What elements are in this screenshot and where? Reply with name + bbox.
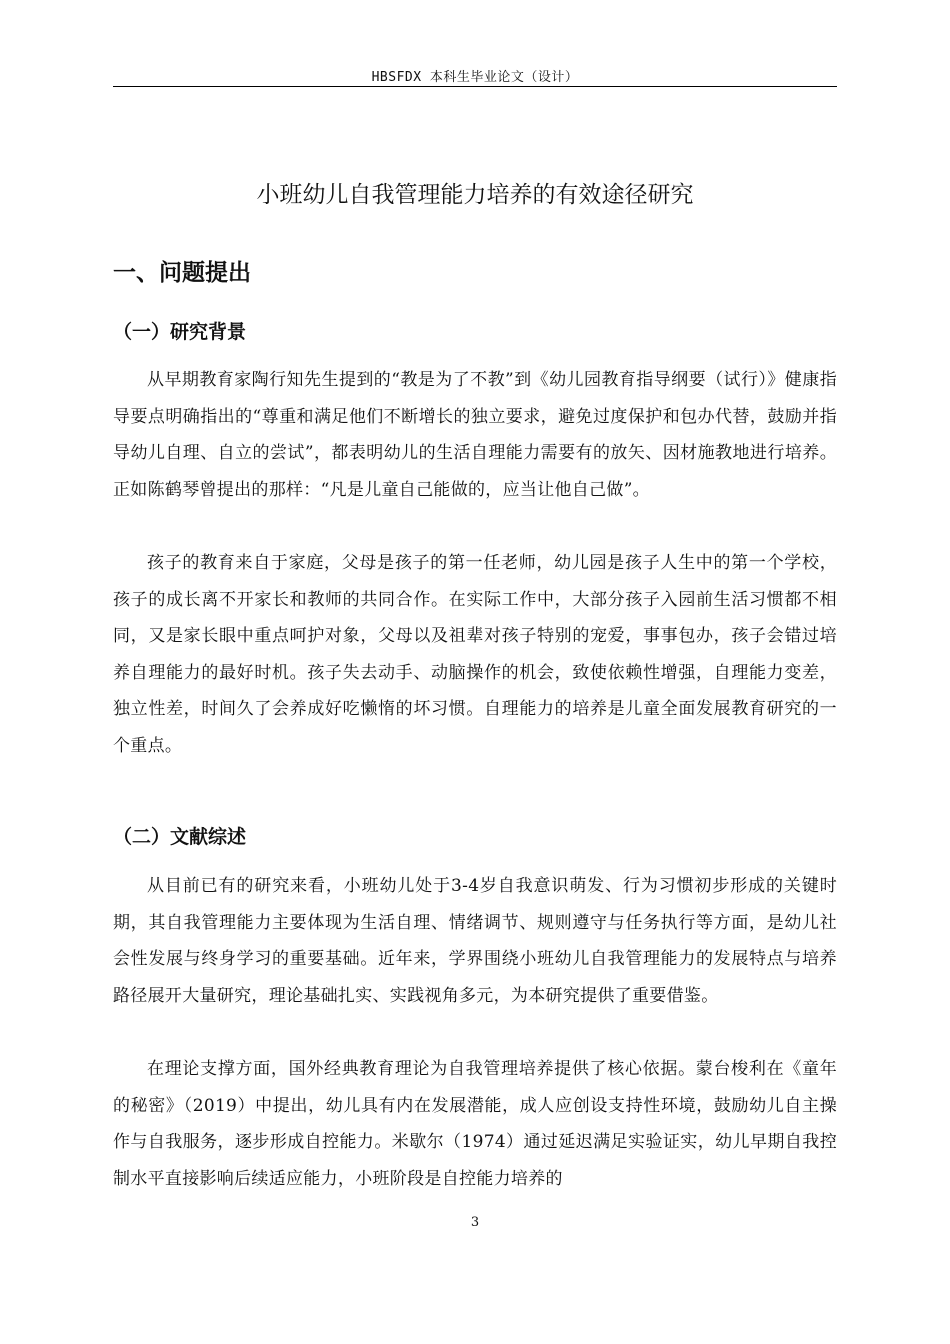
paragraph: 从早期教育家陶行知先生提到的“教是为了不教”到《幼儿园教育指导纲要（试行）》健康指导要点明确指出的“尊重和满足他们不断增长的独立要求，避免过度保护和包办代替，鼓励并指导幼儿自理、自立的尝试”，都表明幼儿的生活自理能力需要有的放矢、因材施教地进行培养。正如陈鹤琴曾提出的那样：“凡是儿童自己能做的，应当让他自己做”。 bbox=[113, 370, 837, 500]
subsection-heading-background: （一）研究背景 bbox=[113, 321, 247, 343]
running-header: HBSFDX 本科生毕业论文（设计） bbox=[371, 70, 579, 85]
page-number: 3 bbox=[470, 1215, 480, 1230]
section-heading: 一、问题提出 bbox=[113, 260, 251, 286]
paragraph: 在理论支撑方面，国外经典教育理论为自我管理培养提供了核心依据。蒙台梭利在《童年的秘密》（2019）中提出，幼儿具有内在发展潜能，成人应创设支持性环境，鼓励幼儿自主操作与自我服务，逐步形成自控能力。米歇尔（1974）通过延迟满足实验证实，幼儿早期自我控制水平直接影响后续适应能力，小班阶段是自控能力培养的 bbox=[113, 1059, 837, 1189]
paragraph: 孩子的教育来自于家庭，父母是孩子的第一任老师，幼儿园是孩子人生中的第一个学校，孩子的成长离不开家长和教师的共同合作。在实际工作中，大部分孩子入园前生活习惯都不相同，又是家长眼中重点呵护对象，父母以及祖辈对孩子特别的宠爱，事事包办，孩子会错过培养自理能力的最好时机。孩子失去动手、动脑操作的机会，致使依赖性增强，自理能力变差，独立性差，时间久了会养成好吃懒惰的坏习惯。自理能力的培养是儿童全面发展教育研究的一个重点。 bbox=[113, 553, 837, 756]
header-rule bbox=[113, 86, 837, 87]
paragraph: 从目前已有的研究来看，小班幼儿处于3-4岁自我意识萌发、行为习惯初步形成的关键时期，其自我管理能力主要体现为生活自理、情绪调节、规则遵守与任务执行等方面，是幼儿社会性发展与终身学习的重要基础。近年来，学界围绕小班幼儿自我管理能力的发展特点与培养路径展开大量研究，理论基础扎实、实践视角多元，为本研究提供了重要借鉴。 bbox=[113, 876, 837, 1006]
subsection-heading-literature: （二）文献综述 bbox=[113, 826, 247, 848]
document-title: 小班幼儿自我管理能力培养的有效途径研究 bbox=[256, 182, 694, 208]
